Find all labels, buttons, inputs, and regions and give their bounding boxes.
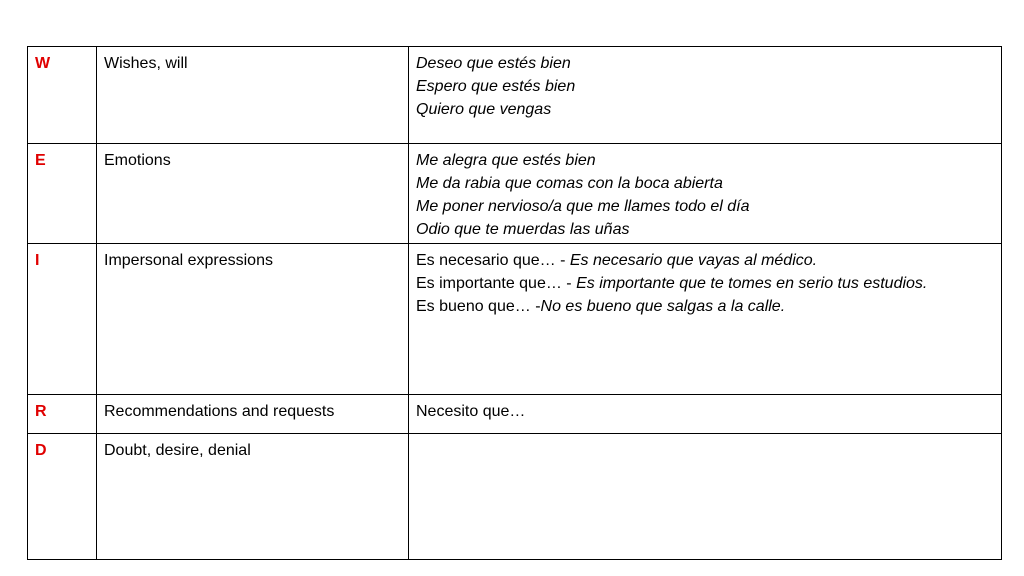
- example-text: Me alegra que estés bien: [416, 152, 596, 169]
- example-lead: Es bueno que… -: [416, 298, 541, 315]
- examples-cell: [409, 47, 1002, 144]
- table-row-i: [28, 244, 1002, 395]
- example-text: No es bueno que salgas a la calle.: [540, 298, 786, 315]
- example-line: [416, 52, 994, 75]
- row-category: Doubt, desire, denial: [104, 442, 251, 459]
- examples-cell: [409, 244, 1002, 395]
- example-text: Me da rabia que comas con la boca abierta: [416, 175, 723, 192]
- example-line: [416, 249, 994, 272]
- row-letter: I: [35, 252, 40, 269]
- row-category: Emotions: [104, 152, 171, 169]
- category-cell: [97, 144, 409, 244]
- category-cell: [97, 244, 409, 395]
- letter-cell: [28, 144, 97, 244]
- example-lead: Es necesario que… -: [416, 252, 570, 269]
- example-lead: Necesito que…: [416, 403, 526, 420]
- row-letter: E: [35, 152, 46, 169]
- examples-cell: [409, 395, 1002, 434]
- example-lead: Es importante que… -: [416, 275, 577, 292]
- example-line: [416, 400, 994, 423]
- category-cell: [97, 395, 409, 434]
- examples-cell: [409, 434, 1002, 560]
- example-line: [416, 98, 994, 121]
- example-line: [416, 195, 994, 218]
- table-row-w: [28, 47, 1002, 144]
- example-text: Es importante que te tomes en serio tus estudios.: [576, 275, 928, 292]
- row-letter: R: [35, 403, 47, 420]
- example-text: Me poner nervioso/a que me llames todo el día: [416, 198, 750, 215]
- table-row-d: [28, 434, 1002, 560]
- letter-cell: [28, 395, 97, 434]
- weird-subjunctive-table: [27, 46, 1002, 560]
- row-category: Impersonal expressions: [104, 252, 273, 269]
- example-line: [416, 218, 994, 241]
- example-line: [416, 172, 994, 195]
- category-cell: [97, 434, 409, 560]
- example-text: Quiero que vengas: [416, 101, 552, 118]
- example-line: [416, 149, 994, 172]
- category-cell: [97, 47, 409, 144]
- example-line: [416, 75, 994, 98]
- letter-cell: [28, 434, 97, 560]
- letter-cell: [28, 47, 97, 144]
- example-text: Es necesario que vayas al médico.: [569, 252, 818, 269]
- table-row-r: [28, 395, 1002, 434]
- row-category: Recommendations and requests: [104, 403, 335, 420]
- examples-cell: [409, 144, 1002, 244]
- row-category: Wishes, will: [104, 55, 188, 72]
- row-letter: D: [35, 442, 47, 459]
- row-letter: W: [35, 55, 51, 72]
- example-text: Espero que estés bien: [416, 78, 576, 95]
- example-text: Odio que te muerdas las uñas: [416, 221, 630, 238]
- table-row-e: [28, 144, 1002, 244]
- example-text: Deseo que estés bien: [416, 55, 571, 72]
- example-line: [416, 272, 994, 295]
- letter-cell: [28, 244, 97, 395]
- example-line: [416, 295, 994, 318]
